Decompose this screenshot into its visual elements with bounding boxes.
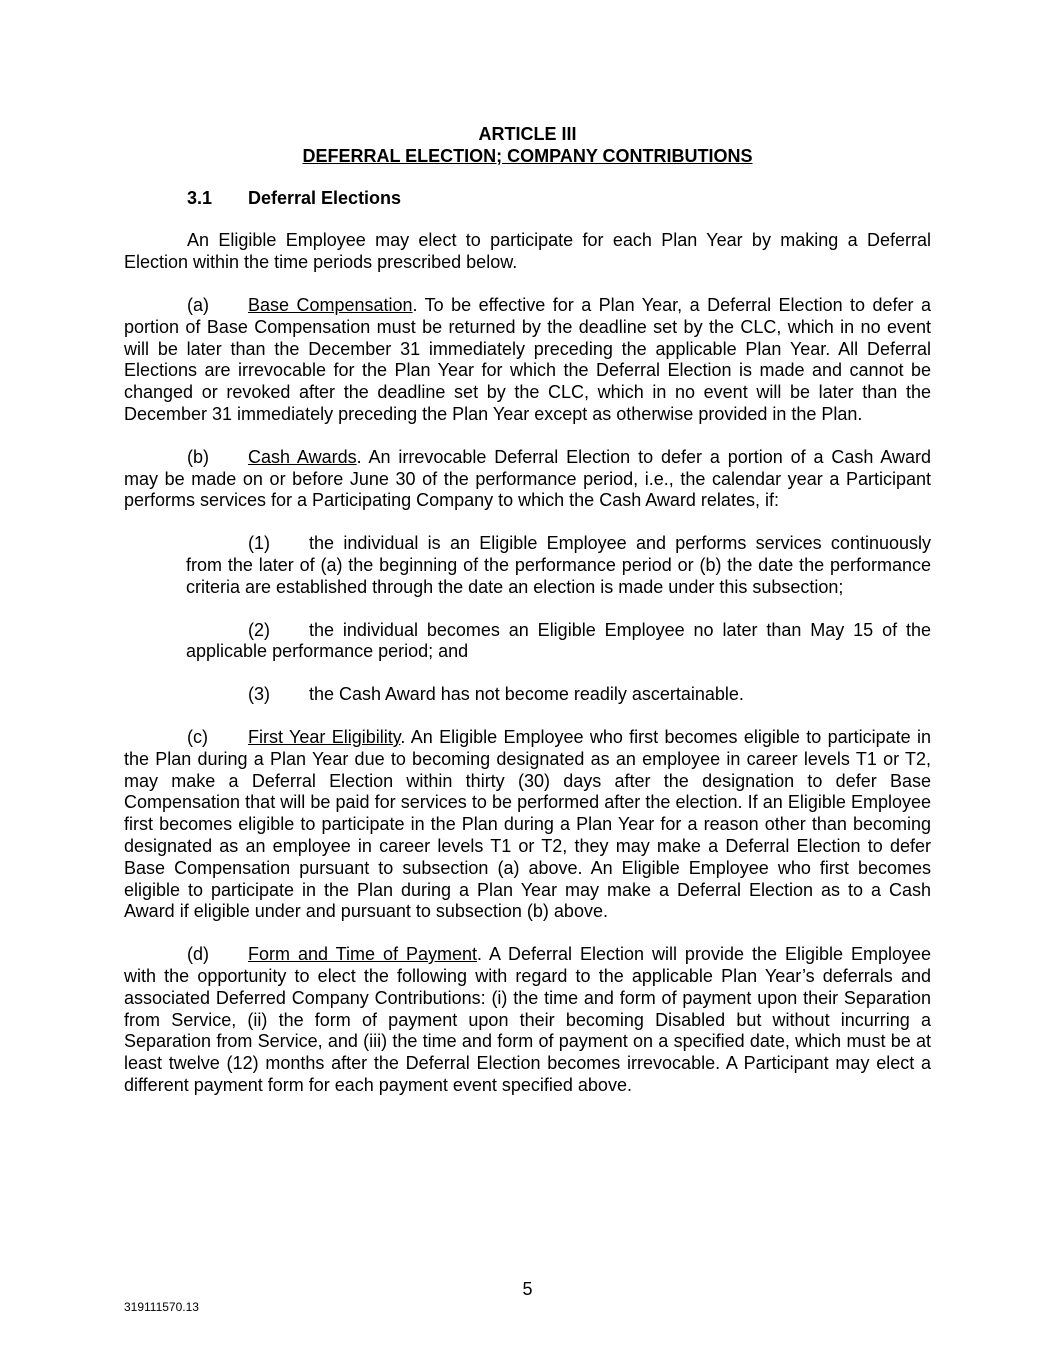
- paragraph-b-item-2: [186, 620, 931, 664]
- section-title: Deferral Elections: [248, 187, 402, 208]
- article-title: ARTICLE III: [478, 124, 577, 144]
- article-subtitle: DEFERRAL ELECTION; COMPANY CONTRIBUTIONS: [302, 145, 753, 166]
- document-id: 319111570.13: [124, 1300, 199, 1314]
- item-label: (3): [248, 684, 270, 705]
- item-label: (1): [248, 533, 270, 554]
- paragraph-c-heading: First Year Eligibility: [248, 726, 401, 747]
- paragraph-b-heading: Cash Awards: [248, 446, 357, 467]
- paragraph-b-item-3: [186, 684, 931, 706]
- paragraph-b-item-1: [186, 533, 931, 598]
- paragraph-b-text: . An irrevocable Deferral Election to defer a portion of a Cash Award may be made on or before June 30 of the performance period, i.e., the calendar year a Participant performs services for a Participating Company to which the Cash Award relates, if:: [124, 446, 931, 511]
- item-text: the individual becomes an Eligible Employee no later than May 15 of the applicable performance period; and: [186, 619, 931, 662]
- paragraph-d-heading: Form and Time of Payment: [248, 944, 477, 965]
- paragraph-a-heading: Base Compensation: [248, 294, 413, 315]
- paragraph-d-text: . A Deferral Election will provide the Eligible Employee with the opportunity to elect the following with regard to the applicable Plan Year’s deferrals and associated Deferred Company Contributions: (i) the time and form of payment upon their Separation from Service, (ii) the form of payment upon their becoming Disabled but without incurring a Separation from Service, and (iii) the time and form of payment on a specified date, which must be at least twelve (12) months after the Deferral Election becomes irrevocable. A Participant may elect a different payment form for each payment event specified above.: [124, 944, 931, 1095]
- section-heading: [124, 188, 931, 210]
- paragraph-b-label: (b): [187, 446, 209, 467]
- document-body: [124, 124, 931, 1097]
- paragraph-c-text: . An Eligible Employee who first becomes eligible to participate in the Plan during a Plan Year due to becoming designated as an employee in career levels T1 or T2, may make a Deferral Election within thirty (30) days after the designation to defer Base Compensation that will be paid for services to be performed after the election. If an Eligible Employee first becomes eligible to participate in the Plan during a Plan Year for a reason other than becoming designated as an employee in career levels T1 or T2, they may make a Deferral Election to defer Base Compensation pursuant to subsection (a) above. An Eligible Employee who first becomes eligible to participate in the Plan during a Plan Year may make a Deferral Election as to a Cash Award if eligible under and pursuant to subsection (b) above.: [124, 726, 931, 922]
- paragraph-d: [124, 944, 931, 1097]
- paragraph-a: [124, 295, 931, 426]
- paragraph-c: [124, 727, 931, 923]
- item-label: (2): [248, 619, 270, 640]
- section-number: 3.1: [187, 187, 213, 208]
- item-text: the Cash Award has not become readily ascertainable.: [309, 684, 744, 705]
- paragraph-d-label: (d): [187, 944, 209, 965]
- paragraph-b: [124, 447, 931, 512]
- paragraph-a-text: . To be effective for a Plan Year, a Deferral Election to defer a portion of Base Compensation must be returned by the deadline set by the CLC, which in no event will be later than the December 31 immediately preceding the applicable Plan Year. All Deferral Elections are irrevocable for the Plan Year for which the Deferral Election is made and cannot be changed or revoked after the deadline set by the CLC, which in no event will be later than the December 31 immediately preceding the Plan Year except as otherwise provided in the Plan.: [124, 294, 931, 424]
- intro-paragraph: An Eligible Employee may elect to participate for each Plan Year by making a Deferral Election within the time periods prescribed below.: [124, 230, 931, 273]
- paragraph-c-label: (c): [187, 726, 208, 747]
- paragraph-a-label: (a): [187, 294, 209, 315]
- item-text: the individual is an Eligible Employee and performs services continuously from the later of (a) the beginning of the performance period or (b) the date the performance criteria are established through the date an election is made under this subsection;: [186, 533, 931, 597]
- page-number: 5: [522, 1279, 533, 1299]
